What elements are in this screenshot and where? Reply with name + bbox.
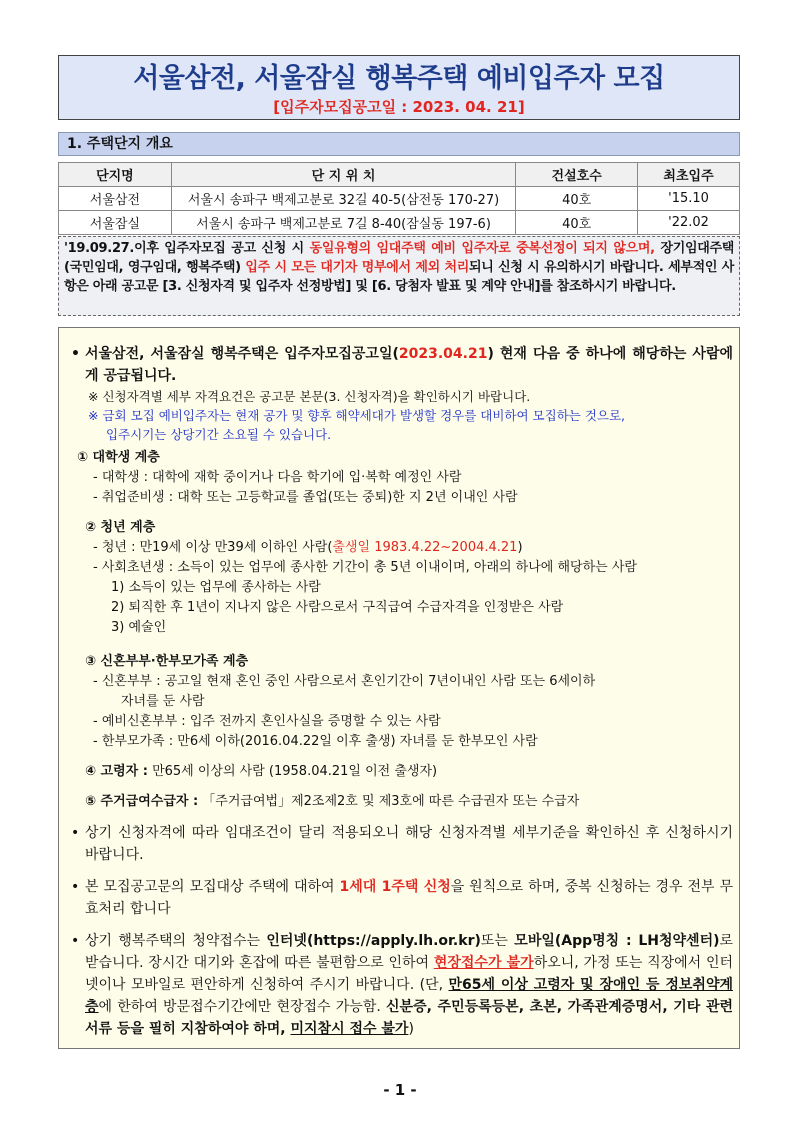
birth-range: 출생일 1983.4.22~2004.4.21 — [332, 540, 518, 555]
vulnerable-groups: 만65세 이상 고령자 및 장애인 등 정보취약계층 — [85, 977, 733, 1015]
note-waiting: ※ 금회 모집 예비입주자는 현재 공가 및 향후 해약세대가 발생할 경우를 대비하여 모집하는 것으로, — [88, 408, 626, 423]
table-cell: '22.02 — [638, 211, 740, 235]
table-cell: '15.10 — [638, 187, 740, 211]
table-row — [59, 211, 740, 235]
category-title: ① 대학생 계층 — [77, 450, 160, 465]
required-documents: 신분증, 주민등록등본, 초본, 가족관계증명서, 기타 관련서류 등을 필히 지참하여야 하며, — [85, 999, 734, 1037]
mobile-app: 모바일(App명칭 : LH청약센터) — [514, 933, 720, 949]
category-title: ② 청년 계층 — [85, 520, 156, 535]
notice-box — [58, 236, 740, 316]
intro-date: 2023.04.21 — [398, 346, 488, 362]
category-item: - 사회초년생 : 소득이 있는 업무에 종사한 기간이 총 5년 이내이며, 아래의 하나에 해당하는 사람 — [93, 560, 637, 575]
notice-text: 장기임대주택(국민임대, 영구임대, 행복주택) — [64, 241, 734, 275]
table-header: 단지명 — [59, 163, 172, 187]
table-header: 최초입주 — [638, 163, 740, 187]
item-text: - 청년 : 만19세 이상 만39세 이하인 사람( — [93, 540, 333, 555]
intro-text: ) 현재 다음 중 하나에 해당하는 사람에게 공급됩니다. — [85, 346, 733, 384]
category-item-cont: 자녀를 둔 사람 — [121, 694, 205, 709]
table-cell: 서울잠실 — [59, 211, 172, 235]
sub-item: 3) 예술인 — [111, 620, 167, 635]
category-housing-benefit — [65, 792, 733, 812]
bullet-text: 로 받습니다. 장시간 대기와 혼잡에 따른 불편함으로 인하여 — [85, 933, 734, 971]
bullet-text: 상기 행복주택의 청약접수는 — [85, 933, 267, 949]
table-cell: 40호 — [516, 187, 638, 211]
category-item: - 신혼부부 : 공고일 현재 혼인 중인 사람으로서 혼인기간이 7년이내인 사람 또는 6세이하 — [93, 674, 596, 689]
table-cell: 서울시 송파구 백제고분로 32길 40-5(삼전동 170-27) — [171, 187, 515, 211]
table-header-row — [59, 163, 740, 187]
category-item: - 취업준비생 : 대학 또는 고등학교를 졸업(또는 중퇴)한 지 2년 이내인 사람 — [93, 490, 518, 505]
notice-warning-removal: 입주 시 모든 대기자 명부에서 제외 처리 — [245, 260, 469, 275]
category-item — [65, 538, 733, 558]
internet-url: 인터넷(https://apply.lh.or.kr) — [266, 933, 481, 949]
bullet-criteria: • 상기 신청자격에 따라 임대조건이 달리 적용되오니 해당 신청자격별 세부기준을 확인하신 후 신청하시기 바랍니다. — [65, 822, 733, 866]
category-elderly — [65, 762, 733, 782]
table-cell: 서울삼전 — [59, 187, 172, 211]
category-text: 「주거급여법」제2조제2호 및 제3호에 따른 수급권자 또는 수급자 — [198, 794, 580, 809]
bullet-text: 또는 — [480, 933, 515, 949]
eligibility-box — [58, 327, 740, 1049]
notice-text: 되니 신청 시 유의하시기 바랍니다. 세부적인 사항은 아래 공고문 [3. 신청자격 및 입주자 선정방법] 및 [6. 당첨자 발표 및 계약 안내]를 참조하시기 바랍니다. — [64, 260, 734, 294]
bullet-one-house — [65, 876, 733, 920]
category-title: ③ 신혼부부·한부모가족 계층 — [85, 654, 249, 669]
bullet-text: 을 원칙으로 하며, 중복 신청하는 경우 전부 무효처리 합니다 — [85, 879, 733, 917]
page-number: - 1 - — [383, 1081, 417, 1099]
announcement-date: [입주자모집공고일 : 2023. 04. 21] — [273, 98, 525, 116]
bullet-application — [65, 930, 733, 1040]
category-item: - 대학생 : 대학에 재학 중이거나 다음 학기에 입·복학 예정인 사람 — [93, 470, 462, 485]
title-box — [58, 55, 740, 120]
table-header: 단 지 위 치 — [171, 163, 515, 187]
complex-overview-table — [58, 162, 740, 235]
onsite-not-allowed: 현장접수가 불가 — [433, 955, 534, 971]
intro-bullet — [65, 343, 733, 387]
bullet-text: 에 한하여 방문접수기간에만 현장접수 가능함. — [98, 999, 387, 1015]
category-text: 만65세 이상의 사람 (1958.04.21일 이전 출생자) — [147, 764, 438, 779]
bullet-text: 본 모집공고문의 모집대상 주택에 대하여 — [85, 879, 340, 895]
table-cell: 40호 — [516, 211, 638, 235]
table-cell: 서울시 송파구 백제고분로 7길 8-40(잠실동 197-6) — [171, 211, 515, 235]
category-title: ④ 고령자 : — [85, 764, 148, 779]
note-waiting-cont: 입주시기는 상당기간 소요될 수 있습니다. — [106, 427, 332, 442]
sub-item: 1) 소득이 있는 업무에 종사하는 사람 — [111, 580, 321, 595]
category-title: ⑤ 주거급여수급자 : — [85, 794, 199, 809]
document-title: 서울삼전, 서울잠실 행복주택 예비입주자 모집 — [133, 63, 665, 94]
intro-text: 서울삼전, 서울잠실 행복주택은 입주자모집공고일( — [85, 346, 399, 362]
category-item: - 한부모가족 : 만6세 이하(2016.04.22일 이후 출생) 자녀를 둔 한부모인 사람 — [93, 734, 538, 749]
bullet-text: 하오니, 가정 또는 직장에서 인터넷이나 모바일로 편안하게 신청하여 주시기 바랍니다. (단, — [85, 955, 734, 993]
bullet-text: ) — [408, 1021, 414, 1037]
item-text: ) — [517, 540, 523, 555]
note-eligibility: ※ 신청자격별 세부 자격요건은 공고문 본문(3. 신청자격)을 확인하시기 바랍니다. — [88, 389, 531, 404]
table-header: 건설호수 — [516, 163, 638, 187]
one-house-rule: 1세대 1주택 신청 — [339, 879, 451, 895]
sub-item: 2) 퇴직한 후 1년이 지나지 않은 사람으로서 구직급여 수급자격을 인정받은 사람 — [111, 600, 564, 615]
category-item: - 예비신혼부부 : 입주 전까지 혼인사실을 증명할 수 있는 사람 — [93, 714, 441, 729]
notice-warning-duplicate: 동일유형의 임대주택 예비 입주자로 중복선정이 되지 않으며, — [309, 241, 655, 256]
table-row — [59, 187, 740, 211]
no-docs-no-entry: 미지참시 접수 불가 — [290, 1021, 409, 1037]
notice-text: '19.09.27.이후 입주자모집 공고 신청 시 — [64, 241, 310, 256]
section-heading: 1. 주택단지 개요 — [58, 132, 740, 156]
